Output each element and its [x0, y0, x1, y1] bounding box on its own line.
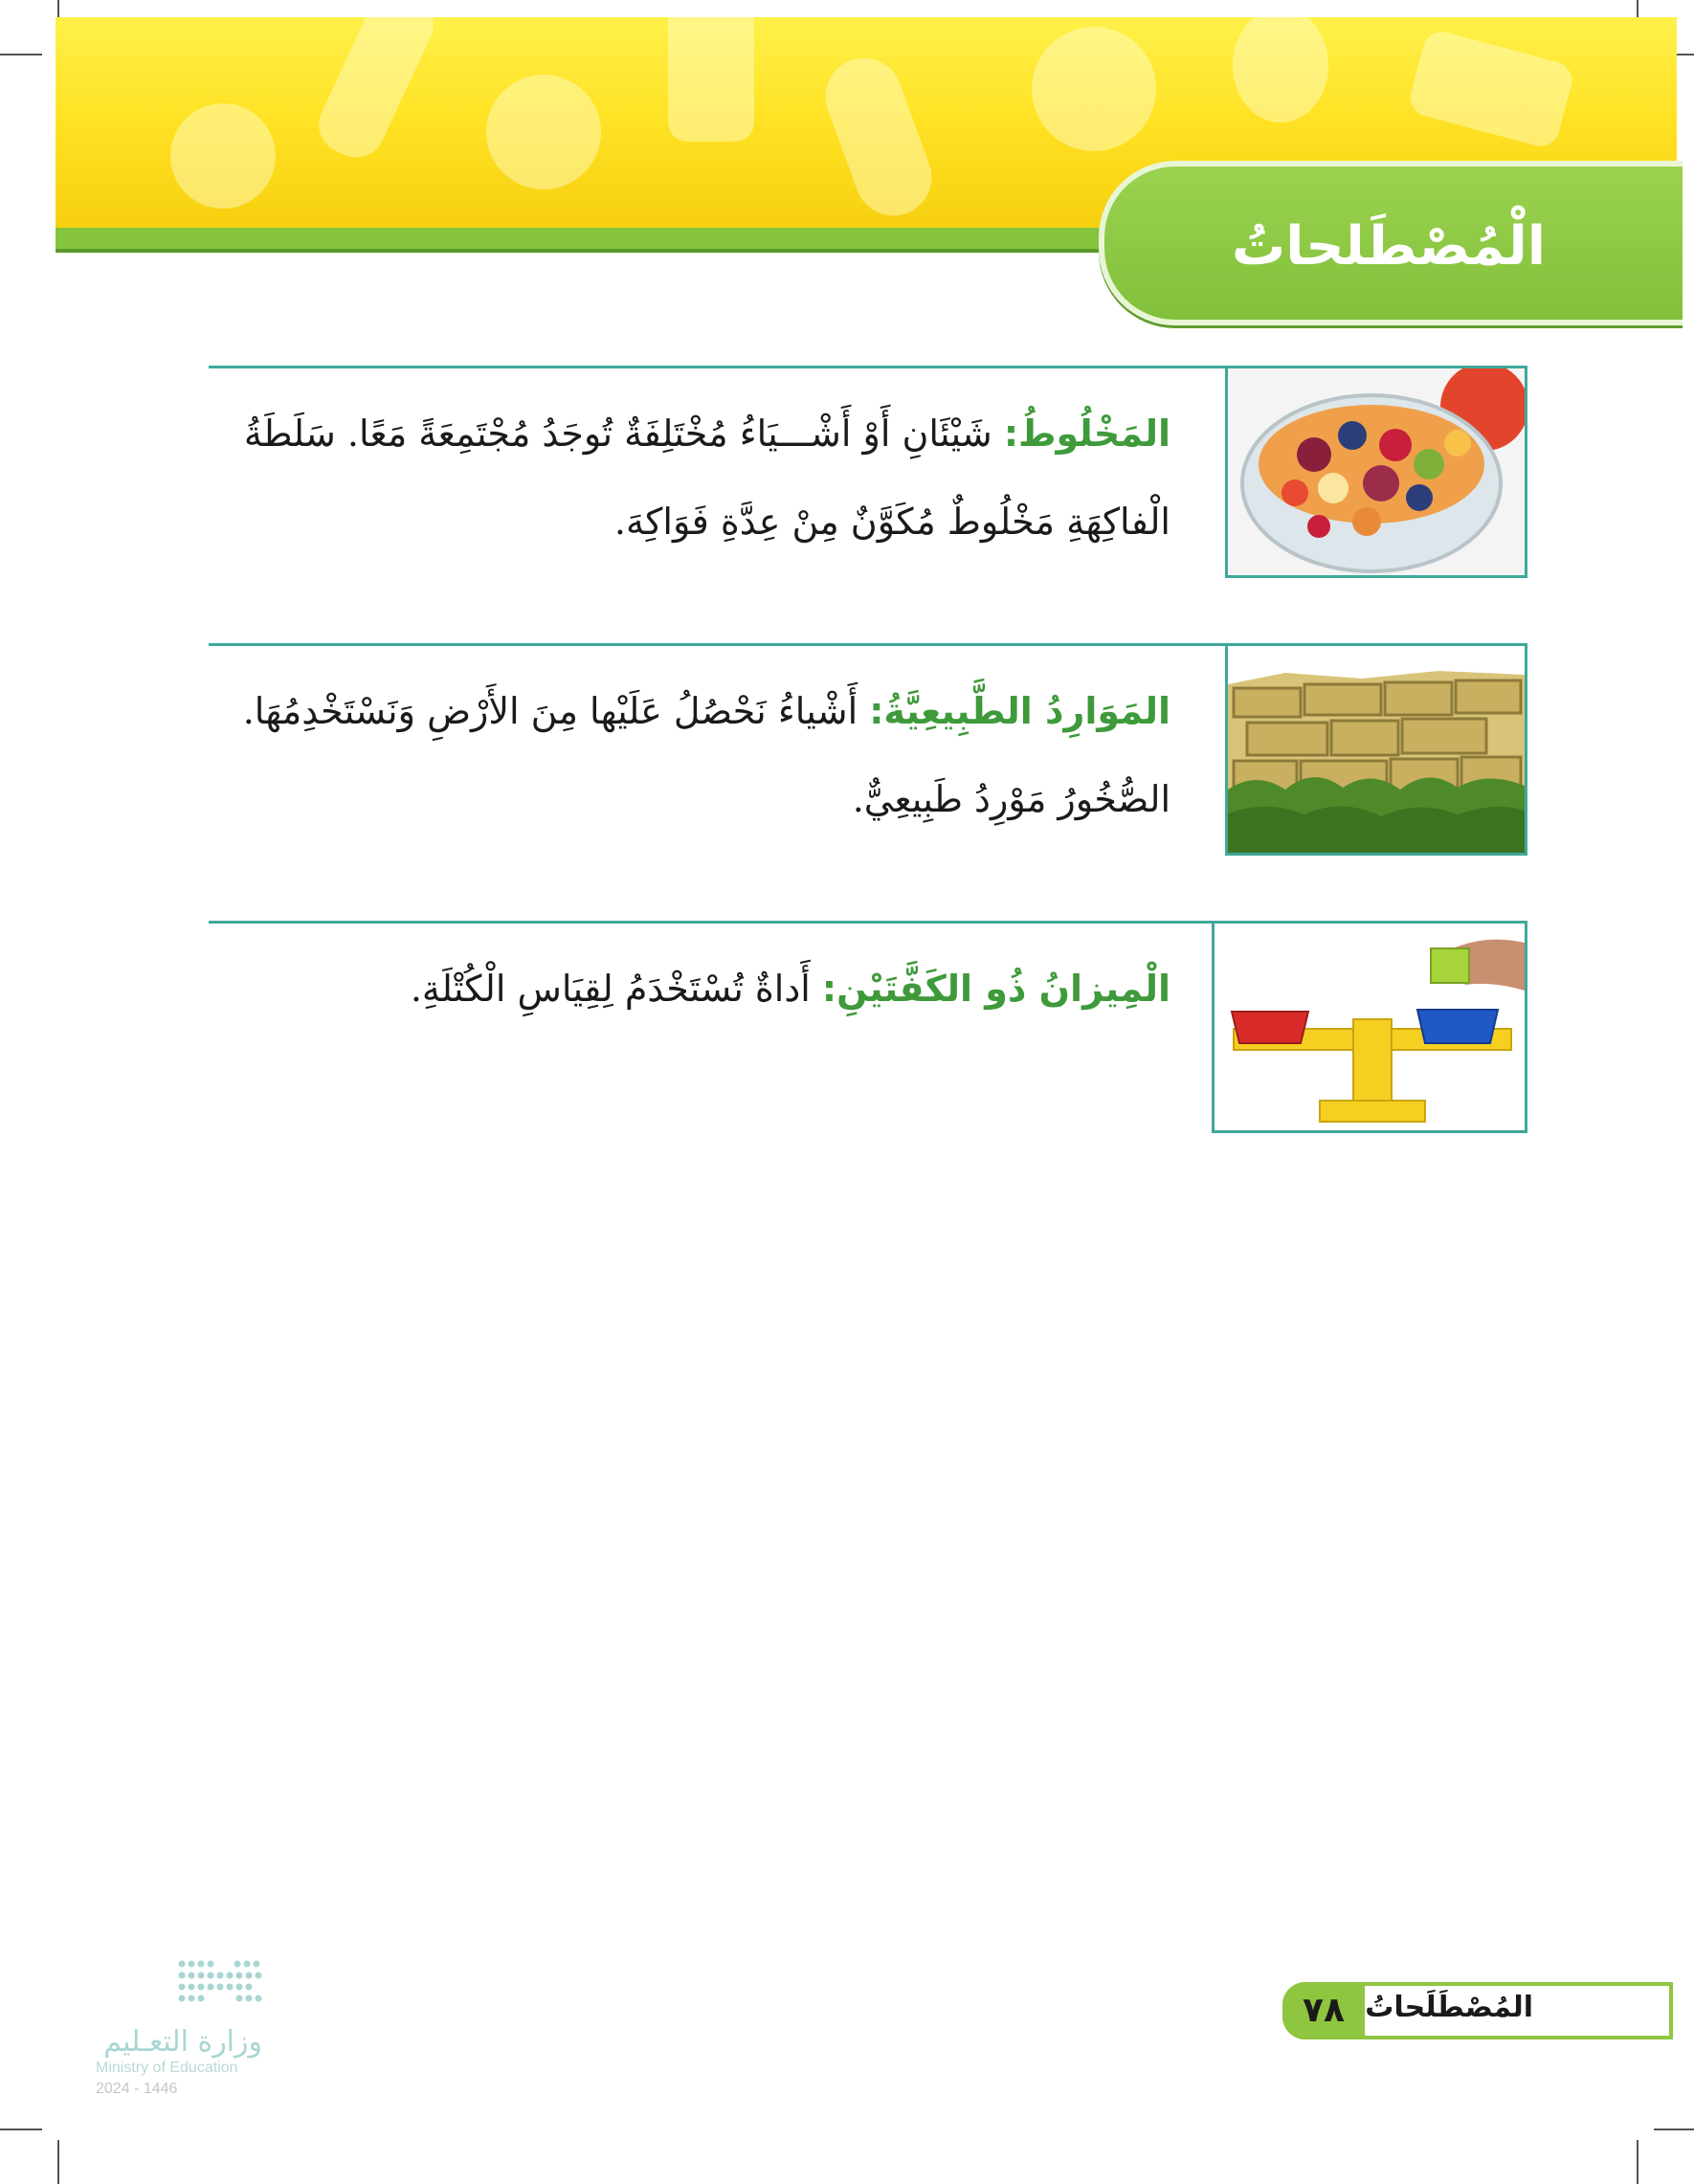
- page-number: ٧٨: [1282, 1982, 1365, 2039]
- crop-mark: [1637, 2140, 1638, 2184]
- term-definition: أَشْياءُ نَحْصُلُ عَلَيْها مِنَ الأَرْضِ وَنَسْتَخْدِمُهَا. الصُّخُورُ مَوْرِدُ طَبِيعِيٌّ.: [242, 690, 1170, 820]
- crop-mark: [0, 54, 42, 56]
- page-title: الْمُصْطَلحاتُ: [1231, 215, 1546, 278]
- ministry-name-en: Ministry of Education: [96, 2060, 238, 2076]
- banner-decoration: [1406, 28, 1576, 150]
- banner-decoration: [309, 17, 443, 167]
- term-definition: أَداةٌ تُسْتَخْدَمُ لِقِيَاسِ الْكُتْلَةِ.: [410, 968, 822, 1010]
- banner-decoration: [1032, 27, 1156, 151]
- ministry-emblem-icon: [94, 1952, 266, 2019]
- ministry-logo: [94, 1952, 266, 2106]
- crop-mark: [0, 2128, 42, 2130]
- term-word: المَخْلُوطُ:: [1003, 412, 1170, 455]
- term-definition-block: [209, 390, 1170, 566]
- stone-wall-icon: [1225, 643, 1527, 856]
- ministry-year: 2024 - 1446: [96, 2081, 178, 2097]
- term-definition-block: [209, 667, 1170, 843]
- crop-mark: [1654, 2128, 1694, 2130]
- ministry-name-ar: وزارة التعـليم: [103, 2025, 262, 2059]
- term-definition: شَيْئَانِ أَوْ أَشْـــيَاءُ مُخْتَلِفَةٌ تُوجَدُ مُجْتَمِعَةً مَعًا. سَلَطَةُ الْفاكِهَةِ مَخْلُوطٌ مُكَوَّنٌ مِنْ عِدَّةِ فَوَاكِهَ.: [243, 412, 1170, 543]
- term-word: الْمِيزانُ ذُو الكَفَّتَيْنِ:: [821, 968, 1170, 1010]
- term-entry-mixture: [209, 366, 1527, 581]
- term-word: المَوَارِدُ الطَّبِيعِيَّةُ:: [869, 690, 1170, 732]
- balance-scale-icon: [1212, 921, 1527, 1133]
- crop-mark: [57, 2140, 59, 2184]
- term-definition-block: [209, 945, 1170, 1033]
- banner-decoration: [814, 47, 942, 226]
- term-entry-balance-scale: [209, 921, 1527, 1136]
- banner-decoration: [668, 17, 754, 142]
- banner-decoration: [1233, 17, 1328, 123]
- term-entry-natural-resources: [209, 643, 1527, 858]
- banner-decoration: [170, 103, 276, 209]
- fruit-salad-icon: [1225, 366, 1527, 578]
- footer-label: المُصْطَلَحاتُ: [1365, 1991, 1533, 2024]
- banner-decoration: [486, 75, 601, 189]
